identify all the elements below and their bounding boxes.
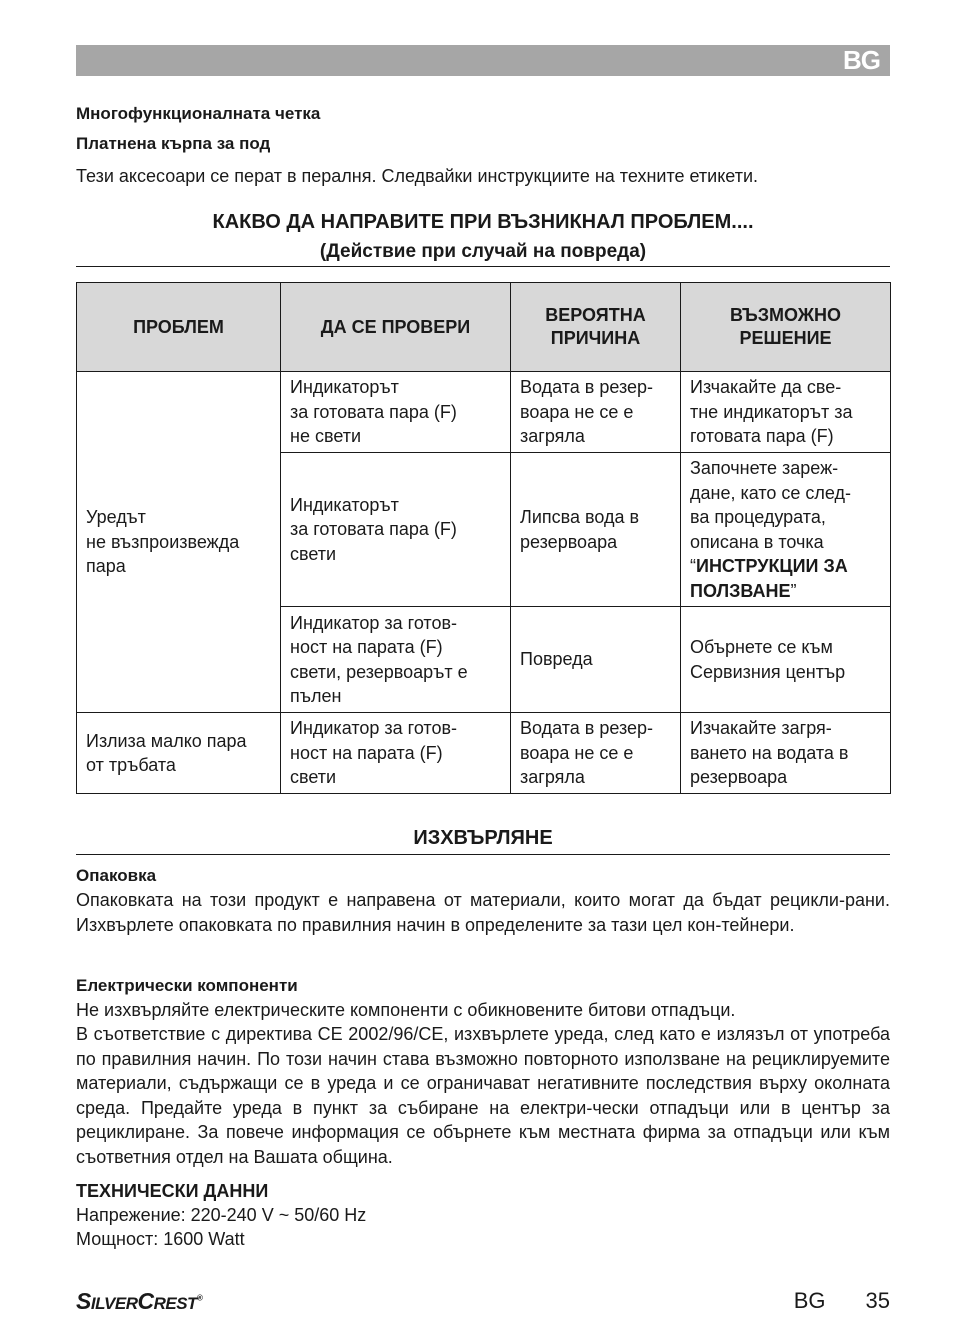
packaging-text: Опаковката на този продукт е направена от материали, които могат да бъдат рецикли-рани. Изхвърлете опаковката по правилния начин в определените за тази цел кон-тейнери.: [76, 890, 890, 935]
footer-language: BG: [793, 1288, 826, 1313]
cause-cell: Липсва вода в резервоара: [511, 453, 681, 607]
solution-cell: Изчакайте да све- тне индикаторът за готовата пара (F): [681, 372, 891, 453]
accessory-item-cloth: Платнена кърпа за под: [76, 134, 271, 153]
accessories-note: Тези аксесоари се перат в пералня. Следвайки инструкциите на техните етикети.: [76, 166, 759, 186]
page-number: 35: [865, 1288, 890, 1313]
check-cell: Индикатор за готов- ност на парата (F) свети, резервоарът е пълен: [281, 607, 511, 713]
electrical-text-1: Не изхвърляйте електрическите компоненти с обикновените битови отпадъци.: [76, 1000, 736, 1020]
header-bar: [76, 45, 890, 76]
header-cause: ВЕРОЯТНА ПРИЧИНА: [511, 283, 681, 372]
table-header-row: [77, 283, 891, 372]
accessory-item-brush: Многофункционалната четка: [76, 104, 321, 123]
cause-cell: Повреда: [511, 607, 681, 713]
heading-rule: [76, 266, 890, 267]
disposal-rule: [76, 854, 890, 855]
instructions-reference: ИНСТРУКЦИИ ЗА ПОЛЗВАНЕ: [690, 556, 848, 601]
solution-cell: Изчакайте загря- ването на водата в резервоара: [681, 713, 891, 794]
packaging-title: Опаковка: [76, 866, 157, 885]
cause-cell: Водата в резер- воара не се е загряла: [511, 713, 681, 794]
specs-title: ТЕХНИЧЕСКИ ДАННИ: [76, 1181, 269, 1201]
header-problem: ПРОБЛЕМ: [77, 283, 281, 372]
check-cell: Индикаторът за готовата пара (F) не свети: [281, 372, 511, 453]
table-row: [77, 372, 891, 453]
brand-logo: SILVERCREST®: [76, 1288, 203, 1314]
problem-cell: Уредът не възпроизвежда пара: [77, 372, 281, 713]
problem-cell: Излиза малко пара от тръбата: [77, 713, 281, 794]
check-cell: Индикатор за готов- ност на парата (F) свети: [281, 713, 511, 794]
specs-voltage: Напрежение: 220-240 V ~ 50/60 Hz: [76, 1205, 367, 1225]
troubleshooting-title: КАКВО ДА НАПРАВИТЕ ПРИ ВЪЗНИКНАЛ ПРОБЛЕМ....: [212, 211, 754, 233]
electrical-text-2: В съответствие с директива CE 2002/96/CE, изхвърлете уреда, след като е излязъл от употреба по правилния начин. По този начин става възможно повторното използване на рециклируемите материали, съдържащи се в уреда и се ограничават негативните последствия върху околната среда. Предайте уреда в пункт за събиране на електри-чески отпадъци или в център за рециклиране. За повече информация се обърнете към местната фирма за отпадъци или към съответния отдел на Вашата община.: [76, 1024, 890, 1167]
troubleshooting-subtitle: (Действие при случай на повреда): [319, 241, 647, 262]
troubleshooting-table: [76, 282, 891, 794]
cause-cell: Водата в резер- воара не се е загряла: [511, 372, 681, 453]
specs-power: Мощност: 1600 Watt: [76, 1229, 245, 1249]
electrical-title: Електрически компоненти: [76, 976, 298, 995]
check-cell: Индикаторът за готовата пара (F) свети: [281, 453, 511, 607]
table-row: [77, 713, 891, 794]
page-footer: [794, 1288, 890, 1314]
header-solution: ВЪЗМОЖНО РЕШЕНИЕ: [681, 283, 891, 372]
solution-cell: Обърнете се към Сервизния център: [681, 607, 891, 713]
header-check: ДА СЕ ПРОВЕРИ: [281, 283, 511, 372]
solution-cell: Започнете зареж- дане, като се след- ва процедурата, описана в точка “ИНСТРУКЦИИ ЗА ПОЛЗВАНЕ”: [681, 453, 891, 607]
language-tag: BG: [843, 45, 880, 75]
disposal-title: ИЗХВЪРЛЯНЕ: [413, 827, 553, 849]
